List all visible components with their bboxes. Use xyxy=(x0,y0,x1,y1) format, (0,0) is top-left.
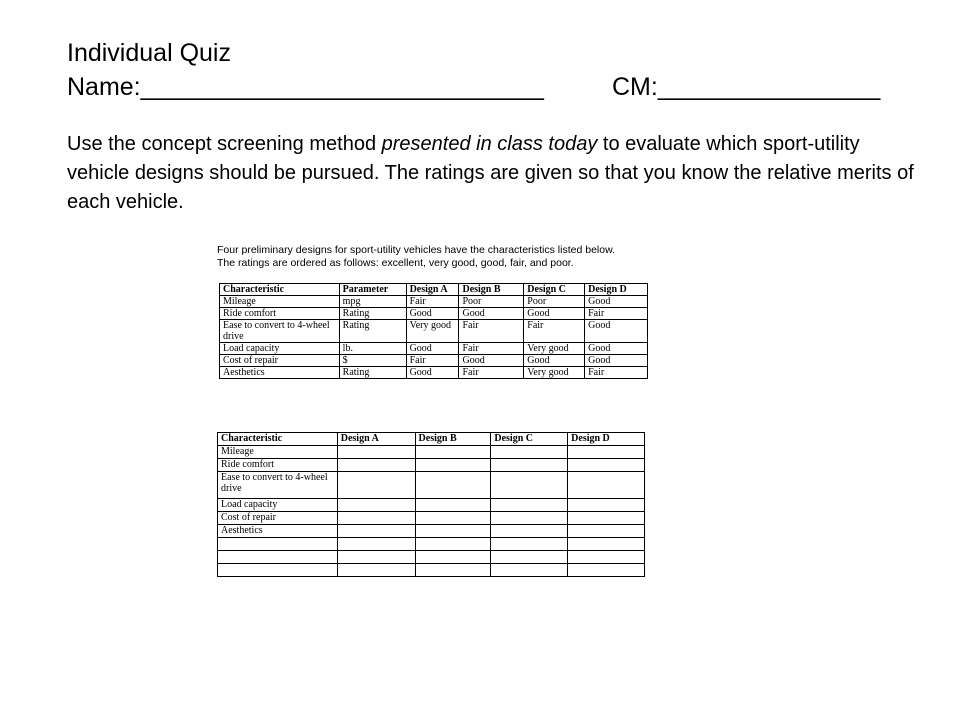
instructions-italic-text: presented in class today xyxy=(381,133,598,155)
cm-field-label: CM:________________ xyxy=(612,73,881,101)
screening-blank-cell xyxy=(415,499,491,512)
ratings-table-cell: Ride comfort xyxy=(220,308,340,320)
screening-blank-cell xyxy=(337,525,415,538)
screening-header-cell: Design A xyxy=(337,433,415,446)
screening-blank-cell xyxy=(218,564,338,577)
screening-header-cell: Characteristic xyxy=(218,433,338,446)
quiz-title: Individual Quiz xyxy=(67,39,231,67)
ratings-table-cell: Fair xyxy=(459,367,524,379)
ratings-header-cell: Design C xyxy=(524,284,585,296)
screening-blank-cell xyxy=(337,499,415,512)
ratings-header-cell: Characteristic xyxy=(220,284,340,296)
screening-table-header-row xyxy=(218,433,645,446)
ratings-table-cell: Poor xyxy=(459,296,524,308)
ratings-table-cell: Good xyxy=(585,343,648,355)
ratings-table-row xyxy=(220,343,648,355)
screening-blank-cell xyxy=(491,446,568,459)
ratings-table-cell: Fair xyxy=(459,320,524,343)
name-cm-line xyxy=(67,72,881,102)
screening-blank-cell xyxy=(568,459,645,472)
screening-blank-cell xyxy=(415,512,491,525)
instructions-text-end: to evaluate which sport-utility vehicle designs should be pursued. The ratings are given so that you know the relative merits of each vehicle. xyxy=(67,133,914,213)
ratings-header-cell: Design A xyxy=(406,284,459,296)
ratings-table-row xyxy=(220,308,648,320)
screening-blank-cell xyxy=(218,551,338,564)
screening-blank-cell xyxy=(491,512,568,525)
screening-blank-cell xyxy=(568,512,645,525)
ratings-table-header-row xyxy=(220,284,648,296)
screening-header-cell: Design C xyxy=(491,433,568,446)
ratings-table-cell: Good xyxy=(459,308,524,320)
screening-blank-cell xyxy=(337,564,415,577)
ratings-table-cell: Cost of repair xyxy=(220,355,340,367)
screening-table-row xyxy=(218,446,645,459)
ratings-table-cell: Rating xyxy=(339,308,406,320)
screening-blank-cell xyxy=(568,564,645,577)
screening-blank-cell xyxy=(218,538,338,551)
ratings-header-cell: Design B xyxy=(459,284,524,296)
ratings-table-cell: Good xyxy=(585,320,648,343)
ratings-table-cell: Good xyxy=(406,367,459,379)
ratings-table-cell: Good xyxy=(585,296,648,308)
screening-blank-cell xyxy=(337,538,415,551)
screening-row-label: Cost of repair xyxy=(218,512,338,525)
ratings-table-cell: Very good xyxy=(524,343,585,355)
screening-blank-cell xyxy=(568,446,645,459)
screening-row-label: Load capacity xyxy=(218,499,338,512)
screening-blank-cell xyxy=(415,564,491,577)
ratings-table-cell: Load capacity xyxy=(220,343,340,355)
screening-blank-cell xyxy=(568,525,645,538)
ratings-header-cell: Parameter xyxy=(339,284,406,296)
screening-table-blank-row xyxy=(218,538,645,551)
screening-table-row xyxy=(218,459,645,472)
instructions xyxy=(67,130,917,217)
screening-table-blank-row xyxy=(218,564,645,577)
ratings-table-cell: Rating xyxy=(339,367,406,379)
ratings-table-row xyxy=(220,367,648,379)
ratings-table-cell: Ease to convert to 4-wheel drive xyxy=(220,320,340,343)
screening-header-cell: Design B xyxy=(415,433,491,446)
table-intro-line-2: The ratings are ordered as follows: excellent, very good, good, fair, and poor. xyxy=(217,257,574,269)
ratings-table-cell: Very good xyxy=(524,367,585,379)
ratings-table-cell: Very good xyxy=(406,320,459,343)
ratings-table-row xyxy=(220,320,648,343)
instructions-text-start: Use the concept screening method xyxy=(67,133,382,155)
ratings-table-cell: Good xyxy=(524,308,585,320)
screening-blank-cell xyxy=(415,446,491,459)
table-intro-line-1: Four preliminary designs for sport-utility vehicles have the characteristics listed below. xyxy=(217,244,616,256)
screening-table xyxy=(217,432,645,577)
screening-table-row xyxy=(218,512,645,525)
screening-blank-cell xyxy=(491,564,568,577)
screening-blank-cell xyxy=(337,446,415,459)
screening-table-row xyxy=(218,499,645,512)
screening-blank-cell xyxy=(415,538,491,551)
ratings-table-cell: Rating xyxy=(339,320,406,343)
screening-blank-cell xyxy=(568,499,645,512)
screening-blank-cell xyxy=(491,525,568,538)
ratings-table-cell: Good xyxy=(459,355,524,367)
ratings-table-cell: Fair xyxy=(406,296,459,308)
screening-blank-cell xyxy=(337,512,415,525)
screening-row-label: Aesthetics xyxy=(218,525,338,538)
name-field-label: Name:_____________________________ xyxy=(67,73,544,101)
ratings-table-cell: Aesthetics xyxy=(220,367,340,379)
screening-blank-cell xyxy=(568,472,645,499)
ratings-header-cell: Design D xyxy=(585,284,648,296)
screening-blank-cell xyxy=(568,538,645,551)
screening-blank-cell xyxy=(568,551,645,564)
screening-blank-cell xyxy=(491,538,568,551)
screening-blank-cell xyxy=(415,459,491,472)
ratings-table-cell: Fair xyxy=(406,355,459,367)
screening-blank-cell xyxy=(337,472,415,499)
screening-blank-cell xyxy=(337,459,415,472)
screening-row-label: Ease to convert to 4-wheel drive xyxy=(218,472,338,499)
screening-blank-cell xyxy=(491,499,568,512)
screening-table-row xyxy=(218,525,645,538)
ratings-table xyxy=(219,283,648,379)
ratings-table-cell: Fair xyxy=(524,320,585,343)
screening-blank-cell xyxy=(415,472,491,499)
ratings-table-cell: mpg xyxy=(339,296,406,308)
ratings-table-cell: Fair xyxy=(585,308,648,320)
screening-blank-cell xyxy=(415,525,491,538)
screening-header-cell: Design D xyxy=(568,433,645,446)
screening-table-row xyxy=(218,472,645,499)
screening-blank-cell xyxy=(491,551,568,564)
ratings-table-cell: Good xyxy=(524,355,585,367)
ratings-table-row xyxy=(220,355,648,367)
screening-row-label: Mileage xyxy=(218,446,338,459)
table-intro xyxy=(217,244,615,270)
ratings-table-cell: Good xyxy=(406,343,459,355)
screening-table-blank-row xyxy=(218,551,645,564)
ratings-table-cell: Good xyxy=(585,355,648,367)
ratings-table-cell: Good xyxy=(406,308,459,320)
screening-blank-cell xyxy=(491,459,568,472)
ratings-table-cell: Fair xyxy=(459,343,524,355)
screening-blank-cell xyxy=(491,472,568,499)
screening-blank-cell xyxy=(415,551,491,564)
ratings-table-cell: Poor xyxy=(524,296,585,308)
ratings-table-row xyxy=(220,296,648,308)
ratings-table-cell: Mileage xyxy=(220,296,340,308)
screening-row-label: Ride comfort xyxy=(218,459,338,472)
ratings-table-cell: lb. xyxy=(339,343,406,355)
ratings-table-cell: Fair xyxy=(585,367,648,379)
screening-blank-cell xyxy=(337,551,415,564)
ratings-table-cell: $ xyxy=(339,355,406,367)
